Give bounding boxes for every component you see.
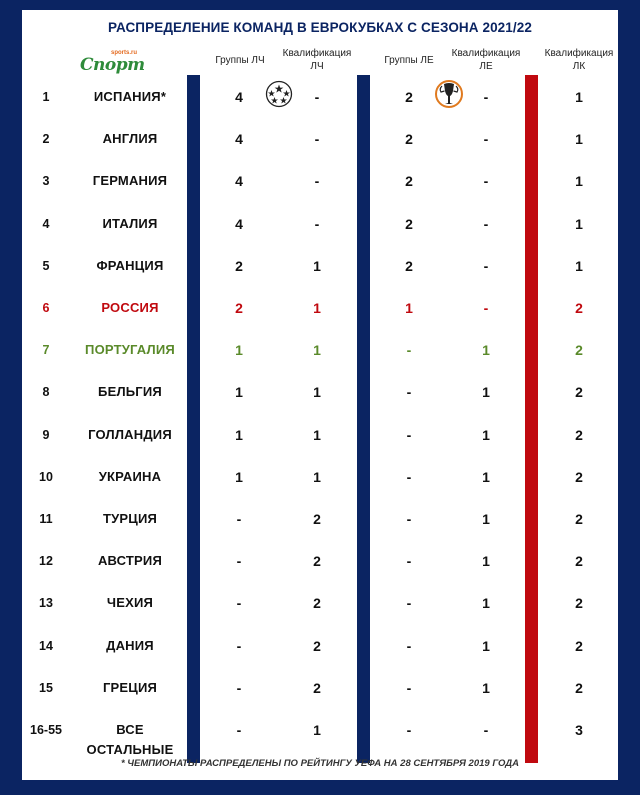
country-cell: БЕЛЬГИЯ <box>98 384 162 400</box>
le-groups-cell: - <box>406 553 412 570</box>
le-groups-cell: - <box>406 637 412 654</box>
le-qual-cell: - <box>483 215 489 232</box>
lc-qual-cell: 1 <box>313 300 321 316</box>
header-le-qual-line2: ЛЕ <box>479 61 493 72</box>
lc-groups-cell: 1 <box>235 468 243 485</box>
country-cell: ПОРТУГАЛИЯ <box>85 342 175 358</box>
lc-qual-cell: 2 <box>313 511 321 527</box>
lc-groups-cell: 4 <box>235 215 243 232</box>
lk-qual-cell: 1 <box>575 215 583 232</box>
rank-cell: 9 <box>42 427 50 442</box>
country-cell: РОССИЯ <box>101 300 159 315</box>
lc-groups-cell: 4 <box>235 131 243 148</box>
rank-cell: 5 <box>42 258 50 273</box>
country-cell: УКРАИНА <box>98 468 162 484</box>
lc-groups-cell: - <box>236 679 242 696</box>
table-row <box>22 509 618 529</box>
header-le-groups <box>380 54 438 67</box>
lk-qual-cell: 2 <box>575 300 583 316</box>
logo-text: Спорт <box>80 55 145 75</box>
le-qual-cell: 1 <box>482 342 490 359</box>
le-qual-cell: 1 <box>482 637 490 654</box>
header-lk-qual-line1: Квалификация <box>544 48 614 59</box>
header-lc-groups <box>212 54 268 67</box>
le-qual-cell: 1 <box>482 468 490 485</box>
lc-groups-cell: - <box>236 595 242 612</box>
lc-qual-cell: 2 <box>313 553 321 570</box>
lk-qual-cell: 1 <box>575 257 583 274</box>
footnote: * ЧЕМПИОНАТЫ РАСПРЕДЕЛЕНЫ ПО РЕЙТИНГУ УЕФА НА 28 СЕНТЯБРЯ 2019 ГОДА <box>120 758 520 769</box>
lc-qual-cell: 2 <box>313 595 321 612</box>
le-qual-cell: 1 <box>482 426 490 443</box>
le-groups-cell: - <box>406 511 412 527</box>
header-le-qual-line1: Квалификация <box>451 48 521 59</box>
le-qual-cell: - <box>483 722 489 738</box>
lc-groups-cell: - <box>236 637 242 654</box>
rank-cell: 10 <box>39 469 53 484</box>
country-cell: ФРАНЦИЯ <box>96 257 164 273</box>
lc-qual-cell: - <box>314 173 320 190</box>
country-cell: ГОЛЛАНДИЯ <box>88 426 172 442</box>
country-cell: ВСЕ ОСТАЛЬНЫЕ <box>86 722 174 757</box>
lk-qual-cell: 2 <box>575 468 583 485</box>
lc-groups-cell: 1 <box>235 426 243 443</box>
lk-qual-cell: 1 <box>575 89 583 105</box>
lc-groups-cell: 2 <box>235 257 243 274</box>
rank-cell: 12 <box>39 554 53 569</box>
logo-small-text: sports.ru <box>111 50 138 56</box>
rank-cell: 13 <box>39 596 53 611</box>
header-lc-qual-line1: Квалификация <box>282 48 352 59</box>
lc-qual-cell: 1 <box>313 722 321 738</box>
le-groups-cell: 2 <box>405 215 413 232</box>
table-row <box>22 87 618 107</box>
le-qual-cell: - <box>483 300 489 316</box>
lc-qual-cell: 2 <box>313 637 321 654</box>
le-qual-cell: - <box>483 89 489 105</box>
rank-cell: 1 <box>42 90 50 104</box>
le-groups-cell: - <box>406 468 412 485</box>
rank-cell: 11 <box>39 512 53 526</box>
table-row <box>22 382 618 402</box>
le-qual-cell: - <box>483 131 489 148</box>
le-groups-cell: 2 <box>405 173 413 190</box>
sport-logo <box>80 46 145 76</box>
header-lc-qual <box>280 47 354 73</box>
rank-cell: 14 <box>39 638 53 653</box>
le-groups-cell: - <box>406 595 412 612</box>
le-qual-cell: 1 <box>482 553 490 570</box>
country-cell: ЧЕХИЯ <box>106 595 154 611</box>
lk-qual-cell: 1 <box>575 173 583 190</box>
le-groups-cell: 2 <box>405 89 413 105</box>
le-qual-cell: 1 <box>482 384 490 401</box>
lk-qual-cell: 2 <box>575 595 583 612</box>
header-lc-groups-label: Группы ЛЧ <box>215 55 265 66</box>
country-cell: ГЕРМАНИЯ <box>92 173 168 189</box>
le-qual-cell: 1 <box>482 679 490 696</box>
table-row <box>22 593 618 613</box>
lc-groups-cell: 4 <box>235 173 243 190</box>
le-qual-cell: 1 <box>482 595 490 612</box>
country-cell: ТУРЦИЯ <box>102 511 158 526</box>
table-row <box>22 551 618 571</box>
table-row <box>22 129 618 149</box>
header-lc-qual-line2: ЛЧ <box>310 61 324 72</box>
lk-qual-cell: 2 <box>575 679 583 696</box>
page-title: РАСПРЕДЕЛЕНИЕ КОМАНД В ЕВРОКУБКАХ С СЕЗОНА 2021/22 <box>108 20 532 35</box>
rank-cell: 7 <box>42 343 50 358</box>
lc-qual-cell: 2 <box>313 679 321 696</box>
rank-cell: 6 <box>42 301 50 315</box>
lc-qual-cell: 1 <box>313 342 321 359</box>
lk-qual-cell: 2 <box>575 384 583 401</box>
lc-groups-cell: - <box>236 511 242 527</box>
header-le-qual <box>449 47 523 73</box>
le-groups-cell: - <box>406 722 412 738</box>
rank-cell: 15 <box>39 680 53 695</box>
table-row <box>22 425 618 445</box>
lk-qual-cell: 2 <box>575 426 583 443</box>
lk-qual-cell: 2 <box>575 637 583 654</box>
lc-qual-cell: 1 <box>313 384 321 401</box>
le-qual-cell: 1 <box>482 511 490 527</box>
lk-qual-cell: 3 <box>575 722 583 738</box>
table-row <box>22 214 618 234</box>
table-panel <box>22 10 618 780</box>
lc-groups-cell: - <box>236 722 242 738</box>
country-cell: АВСТРИЯ <box>97 553 163 569</box>
le-qual-cell: - <box>483 257 489 274</box>
le-groups-cell: - <box>406 679 412 696</box>
country-cell: ИСПАНИЯ* <box>93 89 167 104</box>
rank-cell: 8 <box>42 385 50 400</box>
le-groups-cell: 2 <box>405 257 413 274</box>
lc-qual-cell: 1 <box>313 257 321 274</box>
table-row <box>22 678 618 698</box>
lc-qual-cell: - <box>314 131 320 148</box>
le-groups-cell: - <box>406 342 412 359</box>
table-row <box>22 720 618 757</box>
lc-qual-cell: 1 <box>313 426 321 443</box>
le-qual-cell: - <box>483 173 489 190</box>
lc-groups-cell: 4 <box>235 89 243 105</box>
table-row <box>22 256 618 276</box>
rank-cell: 16-55 <box>30 723 62 737</box>
lc-qual-cell: 1 <box>313 468 321 485</box>
country-cell: ИТАЛИЯ <box>102 215 158 231</box>
header-lk-qual-line2: ЛК <box>572 61 586 72</box>
lc-groups-cell: 2 <box>235 300 243 316</box>
header-lk-qual <box>542 47 616 73</box>
le-groups-cell: - <box>406 426 412 443</box>
table-row <box>22 171 618 191</box>
lc-groups-cell: 1 <box>235 342 243 359</box>
lk-qual-cell: 1 <box>575 131 583 148</box>
le-groups-cell: 1 <box>405 300 413 316</box>
lk-qual-cell: 2 <box>575 342 583 359</box>
country-cell: ДАНИЯ <box>106 637 154 653</box>
rank-cell: 2 <box>42 132 50 147</box>
table-row <box>22 340 618 360</box>
rank-cell: 3 <box>42 174 50 189</box>
table-row <box>22 467 618 487</box>
lk-qual-cell: 2 <box>575 553 583 570</box>
lc-groups-cell: - <box>236 553 242 570</box>
table-row <box>22 636 618 656</box>
le-groups-cell: - <box>406 384 412 401</box>
lk-qual-cell: 2 <box>575 511 583 527</box>
le-groups-cell: 2 <box>405 131 413 148</box>
country-cell: АНГЛИЯ <box>102 131 158 147</box>
rank-cell: 4 <box>42 216 50 231</box>
table-row <box>22 298 618 318</box>
lc-qual-cell: - <box>314 89 320 105</box>
header-le-groups-label: Группы ЛЕ <box>384 55 434 66</box>
country-cell: ГРЕЦИЯ <box>102 679 158 695</box>
lc-groups-cell: 1 <box>235 384 243 401</box>
lc-qual-cell: - <box>314 215 320 232</box>
